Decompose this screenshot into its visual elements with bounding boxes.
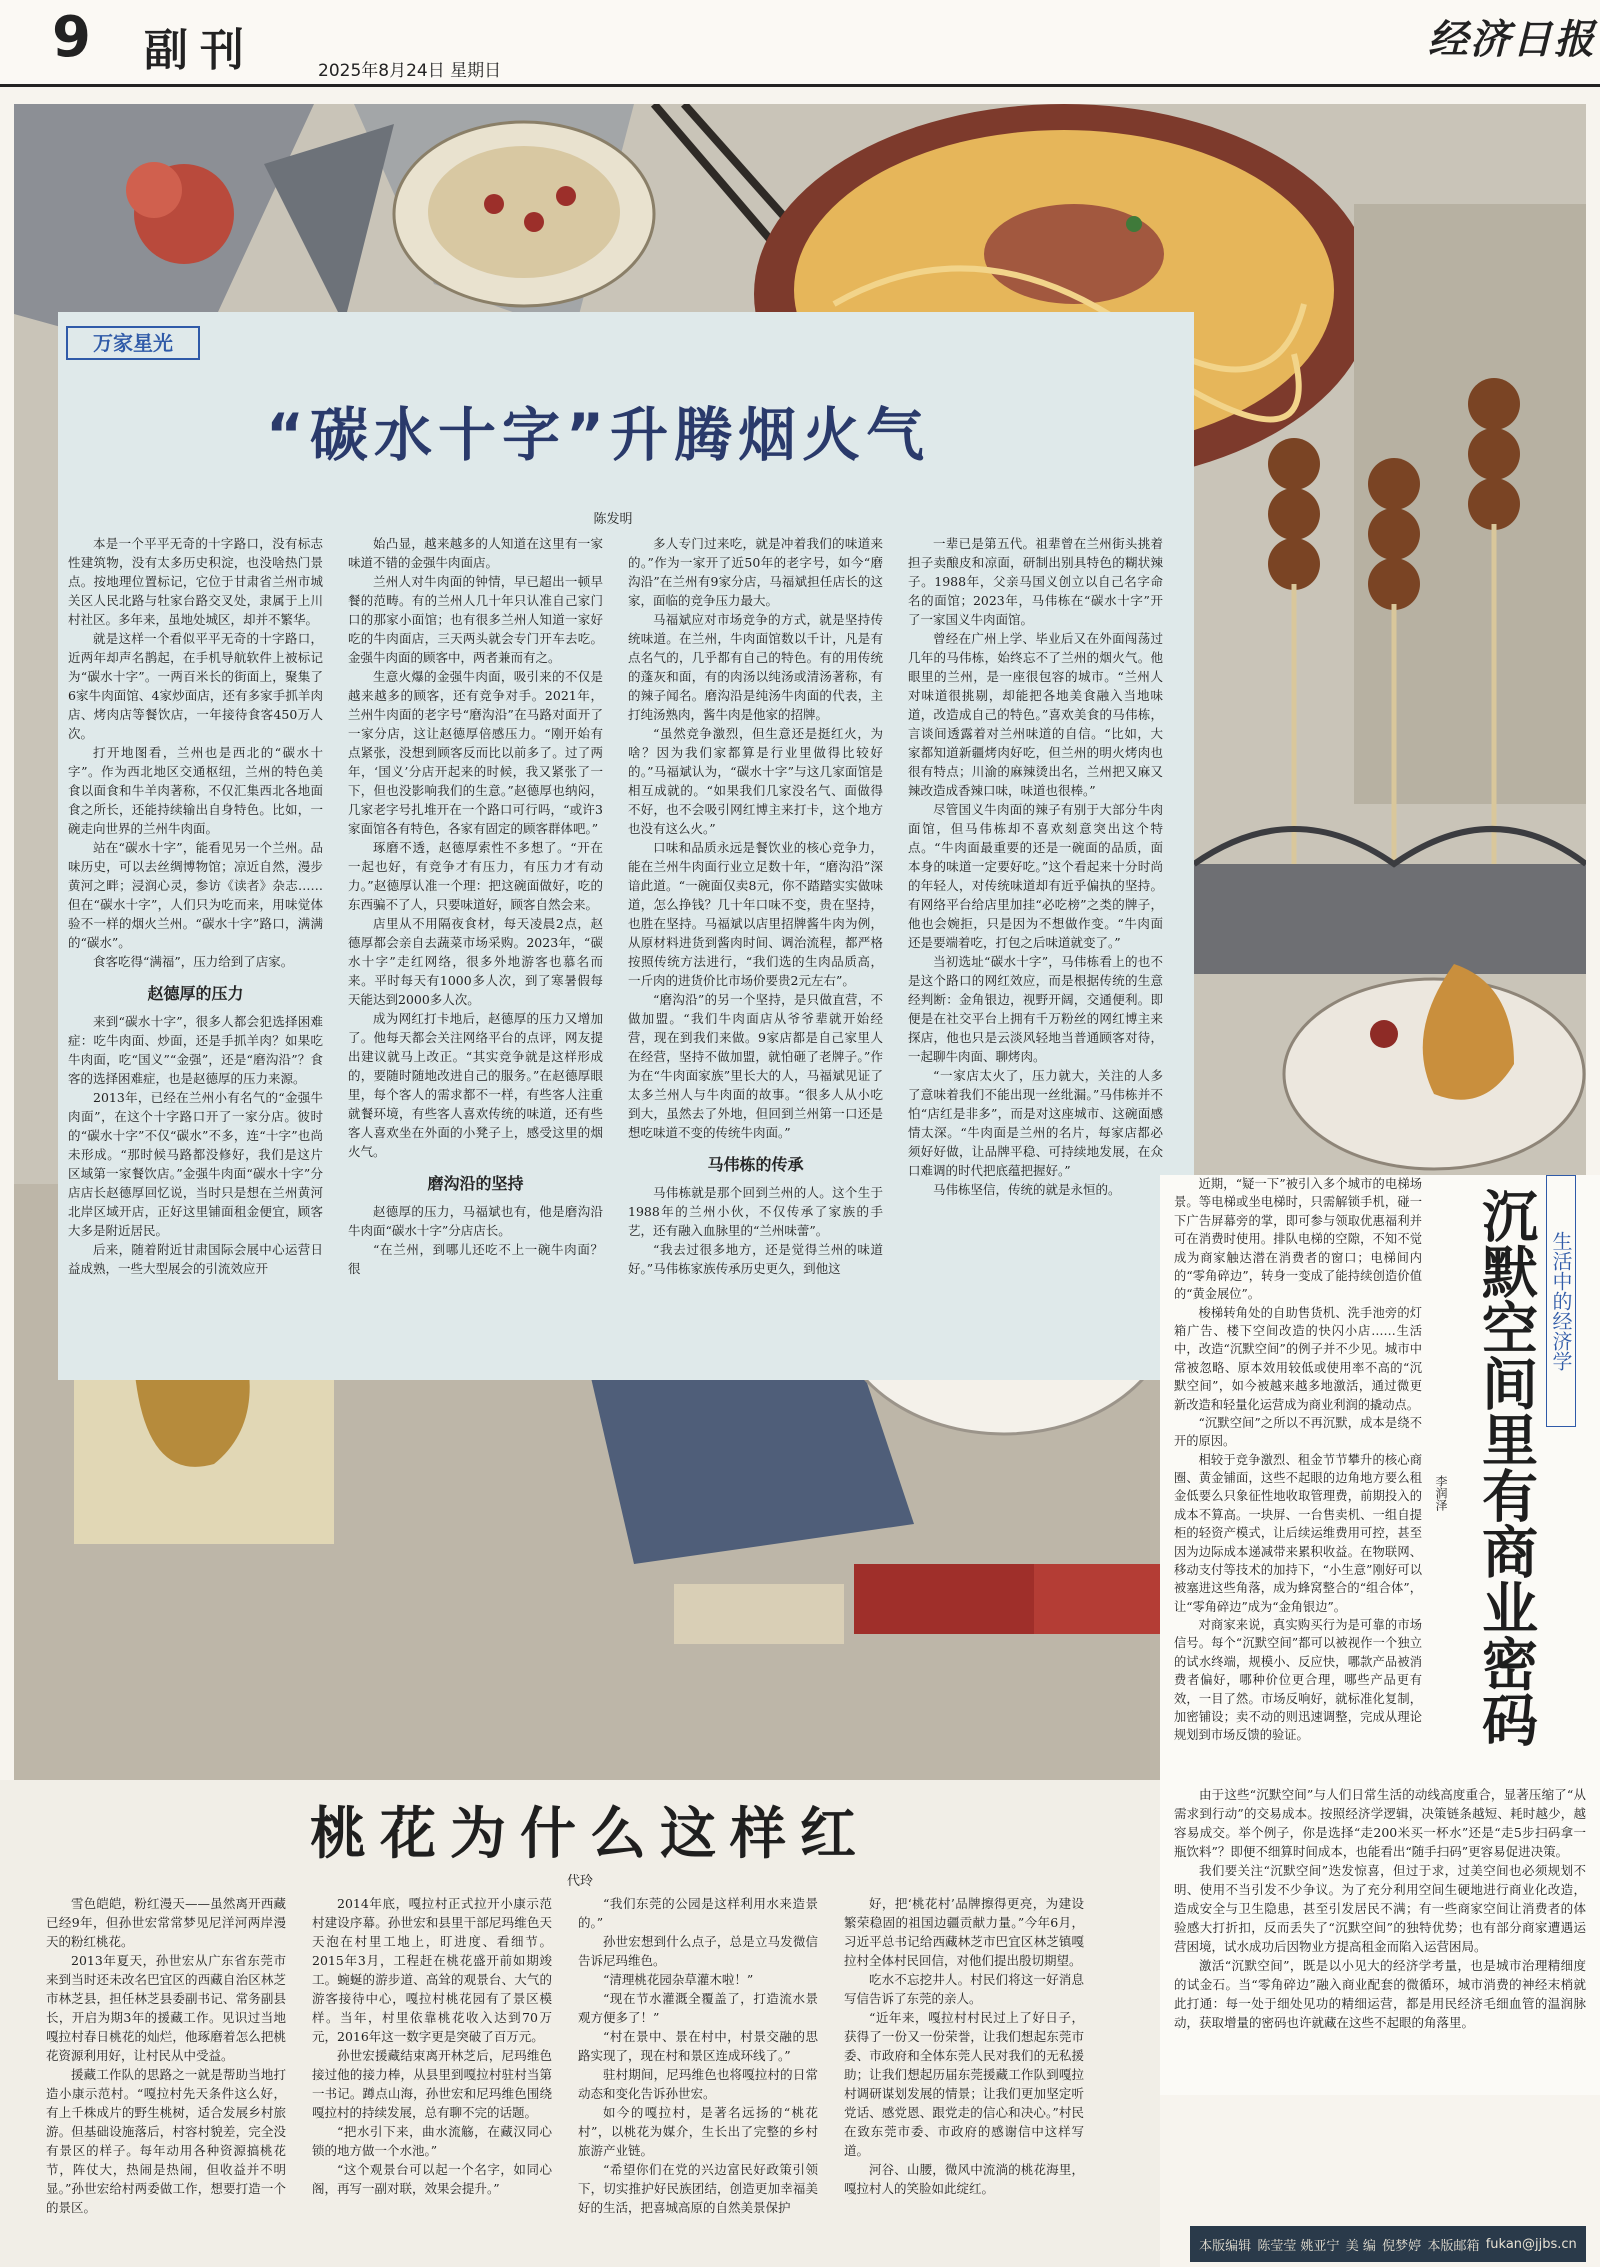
- page-number: 9: [52, 5, 91, 70]
- article-title-2: 桃花为什么这样红: [310, 1801, 870, 1867]
- section-name: 副刊: [144, 25, 256, 76]
- col4-paragraphs: [908, 534, 1163, 1199]
- col2b-paragraphs: [348, 1202, 603, 1278]
- text-column-2: [348, 534, 603, 1278]
- text-column-1: [68, 534, 323, 1278]
- newspaper-logo: 经济日报: [1428, 16, 1596, 63]
- paragraph: “一家店太火了，压力就大，关注的人多了意味着我们不能出现一丝纰漏。”马伟栋并不怕“店红是非多”，而是对这座城市、这碗面感情太深。“牛肉面是兰州的名片，每家店都必须好好做，让品牌平稳、可持续地发展，在众口难调的时代把底蕴把握好。”: [908, 1068, 1163, 1178]
- col2-paragraphs: [348, 534, 603, 1161]
- paragraph: 来到“碳水十字”，很多人都会犯选择困难症：吃牛肉面、炒面，还是手抓羊肉？如果吃牛肉面，吃“国义”“金强”，还是“磨沟沿”？食客的选择困难症，也是赵德厚的压力来源。: [68, 1014, 323, 1086]
- paragraph: 当初选址“碳水十字”，马伟栋看上的也不是这个路口的网红效应，而是根据传统的生意经判断：金角银边，视野开阔，交通便利。即便是在社交平台上拥有千万粉丝的网红博主来探店，他也只是云淡风轻地当普通顾客对待，一起聊牛肉面、聊烤肉。: [908, 954, 1163, 1064]
- paragraph: 2013年夏天，孙世宏从广东省东莞市来到当时还未改名巴宜区的西藏自治区林芝市林芝县，担任林芝县委副书记、常务副县长，开启为期3年的援藏工作。见识过当地嘎拉村春日桃花的灿烂，他琢磨着怎么把桃花资源利用好，让村民从中受益。: [46, 1953, 286, 2063]
- peach-column-3: [578, 1894, 818, 2217]
- credits-bar: [1190, 2226, 1586, 2262]
- subhead-3: 马伟栋的传承: [707, 1155, 804, 1174]
- paragraph: 琢磨不透，赵德厚索性不多想了。“开在一起也好，有竞争才有压力，有压力才有动力。”赵德厚认准一个理：把这碗面做好，吃的东西骗不了人，只要味道好，顾客自然会来。: [348, 840, 603, 912]
- paragraph: 相较于竞争激烈、租金节节攀升的核心商圈、黄金铺面，这些不起眼的边角地方要么租金低要么只象征性地收取管理费，前期投入的成本不算高。一块屏、一台售卖机、一组自提柜的轻资产模式，让后续运维费用可控，甚至因为边际成本递减带来累积收益。在物联网、移动支付等技术的加持下，“小生意”刚好可以被塞进这些角落，成为蜂窝整合的“组合体”，让“零角碎边”成为“金角银边”。: [1174, 1452, 1422, 1614]
- column-tag: 万家星光: [66, 326, 200, 360]
- editor-label: 本版编辑: [1199, 2238, 1252, 2254]
- col1b-paragraphs: [68, 1012, 323, 1278]
- paragraph: 雪色皑皑，粉红漫天——虽然离开西藏已经9年，但孙世宏常常梦见尼洋河两岸漫天的粉红桃花。: [46, 1896, 286, 1949]
- paragraph: 成为网红打卡地后，赵德厚的压力又增加了。他每天都会关注网络平台的点评，网友提出建议就马上改正。“其实竞争就是这样形成的，要随时随地改进自己的服务。”在赵德厚眼里，每个客人的需求都不一样，有些客人注重就餐环境，有些客人喜欢传统的味道，还有些客人喜欢坐在外面的小凳子上，感受这里的烟火气。: [348, 1011, 603, 1159]
- email-label: 本版邮箱: [1427, 2238, 1480, 2254]
- paragraph: 后来，随着附近甘肃国际会展中心运营日益成熟，一些大型展会的引流效应开: [68, 1242, 323, 1276]
- paragraph: 赵德厚的压力，马福斌也有，他是磨沟沿牛肉面“碳水十字”分店店长。: [348, 1204, 603, 1238]
- email-address: fukan@jjbs.cn: [1485, 2236, 1577, 2252]
- paragraph: “沉默空间”之所以不再沉默，成本是绕不开的原因。: [1174, 1415, 1422, 1449]
- paragraph: 驻村期间，尼玛维色也将嘎拉村的日常动态和变化告诉孙世宏。: [578, 2067, 818, 2101]
- paragraph: “清理桃花园杂草灌木啦！”: [603, 1972, 754, 1987]
- peach-column-1: [46, 1894, 286, 2217]
- paragraph: 孙世宏援藏结束离开林芝后，尼玛维色接过他的接力棒，从县里到嘎拉村驻村当第一书记。蹲点山海，孙世宏和尼玛维色围绕嘎拉村的持续发展，总有聊不完的话题。: [312, 2048, 552, 2120]
- paragraph: 对商家来说，真实购买行为是可靠的市场信号。每个“沉默空间”都可以被视作一个独立的试水终端，规模小、反应快，哪款产品被消费者偏好，哪种价位更合理，哪些产品更有效，一目了然。市场反响好，就标准化复制，加密铺设；卖不动的则迅速调整，完成从理论规划到市场反馈的验证。: [1174, 1618, 1422, 1743]
- paragraph: 如今的嘎拉村，是著名远扬的“桃花村”，以桃花为媒介，生长出了完整的乡村旅游产业链。: [578, 2105, 818, 2158]
- paragraph: 吃水不忘挖井人。村民们将这一好消息写信告诉了东莞的亲人。: [844, 1972, 1084, 2006]
- paragraph: 梭梯转角处的自助售货机、洗手池旁的灯箱广告、楼下空间改造的快闪小店……生活中，改造“沉默空间”的例子并不少见。城市中常被忽略、原本效用较低或使用率不高的“沉默空间”，如今被越来越多地激活，通过微更新改造和轻量化运营成为商业利润的撬动点。: [1174, 1305, 1422, 1412]
- paragraph: 兰州人对牛肉面的钟情，早已超出一顿早餐的范畴。有的兰州人几十年只认准自己家门口的那家小面馆；也有很多兰州人知道一家好吃的牛肉面店，三天两头就会专门开车去吃。金强牛肉面的顾客中，两者兼而有之。: [348, 574, 603, 665]
- paragraph: 马伟栋就是那个回到兰州的人。这个生于1988年的兰州小伙，不仅传承了家族的手艺，还有融入血脉里的“兰州味蕾”。: [628, 1185, 883, 1238]
- paragraph: “希望你们在党的兴边富民好政策引领下，切实推护好民族团结，创造更加幸福美好的生活，把喜城高原的自然美景保护: [578, 2162, 818, 2215]
- peach-column-2: [312, 1894, 552, 2198]
- economics-column: [1160, 1175, 1600, 2095]
- byline: 陈发明: [593, 512, 633, 527]
- paragraph: “磨沟沿”的另一个坚持，是只做直营，不做加盟。“我们牛肉面店从爷爷辈就开始经营，现在到我们来做。9家店都是自己家里人在经营，坚持不做加盟，就怕砸了老牌子。”作为在“牛肉面家族”里长大的人，马福斌见证了太多兰州人与牛肉面的故事。“很多人从小吃到大，虽然去了外地，但回到兰州第一口还是想吃味道不变的传统牛肉面。”: [628, 992, 883, 1140]
- col3-paragraphs: [628, 534, 883, 1142]
- peach-column-4: [844, 1894, 1084, 2198]
- art-editor: 倪梦婷: [1382, 2238, 1422, 2254]
- paragraph: “在兰州，到哪儿还吃不上一碗牛肉面？很: [348, 1242, 603, 1276]
- peach-col3: [578, 1894, 818, 2217]
- paragraph: 由于这些“沉默空间”与人们日常生活的动线高度重合，显著压缩了“从需求到行动”的交易成本。按照经济学逻辑，决策链条越短、耗时越少，越容易成交。举个例子，你是选择“走200米买一杯水”还是“走5步扫码拿一瓶饮料”？即便不细算时间成本，也能看出“随手扫码”更容易促进决策。: [1174, 1787, 1586, 1859]
- column-text-top: [1174, 1175, 1422, 1745]
- paragraph: “现在节水灌溉全覆盖了，打造流水景观方便多了！”: [578, 1991, 818, 2025]
- paragraph: 马福斌应对市场竞争的方式，就是坚持传统味道。在兰州，牛肉面馆数以千计，凡是有点名气的，几乎都有自己的特色。有的用传统的蓬灰和面，有的肉汤以纯汤或清汤著称，有的辣子闻名。磨沟沿是纯汤牛肉面的代表，主打纯汤熟肉，酱牛肉是他家的招牌。: [628, 612, 883, 722]
- paragraph: 口味和品质永远是餐饮业的核心竞争力，能在兰州牛肉面行业立足数十年，“磨沟沿”深谙此道。“一碗面仅卖8元，你不踏踏实实做味道，怎么挣钱？几十年口味不变，贵在坚持，也胜在坚持。马福斌以店里招牌酱牛肉为例，从原材料进货到酱肉时间、调治流程，都严格按照传统方法进行，“我们选的生肉品质高，一斤肉的进货价比市场价要贵2元左右”。: [628, 840, 883, 988]
- paragraph: 孙世宏想到什么点子，总是立马发微信告诉尼玛维色。: [578, 1934, 818, 1968]
- paragraph: 我们要关注“沉默空间”迭发惊喜，但过于求，过美空间也必须规划不明、使用不当引发不少争议。为了充分利用空间生硬地进行商业化改造，造成安全与卫生隐患，甚至引发居民不满；有一些商家空间让消费者的体验感大打折扣，反而丢失了“沉默空间”的独特优势；也有部分商家遭遇运营困境，试水成功后因物业方提高租金而陷入运营困局。: [1174, 1863, 1586, 1954]
- paragraph: 马伟栋坚信，传统的就是永恒的。: [933, 1182, 1121, 1197]
- series-tag: 生活中的经济学: [1546, 1175, 1576, 1427]
- paragraph: 站在“碳水十字”，能看见另一个兰州。品味历史，可以去丝绸博物馆；凉近自然，漫步黄河之畔；浸润心灵，参访《读者》杂志……但在“碳水十字”，人们只为吃而来，用味觉体验不一样的烟火兰州。“碳水十字”路口，满满的“碳水”。: [68, 840, 323, 950]
- column-paragraphs-a: [1174, 1175, 1422, 1745]
- column-text-bottom: [1174, 1785, 1586, 2032]
- column-paragraphs-b: [1174, 1785, 1586, 2032]
- paragraph: “我们东莞的公园是这样利用水来造景的。”: [578, 1896, 818, 1930]
- paragraph: “把水引下来，曲水流觞，在藏汉同心锁的地方做一个水池。”: [312, 2124, 552, 2158]
- paragraph: 打开地图看，兰州也是西北的“碳水十字”。作为西北地区交通枢纽，兰州的特色美食以面食和牛羊肉著称，不仅汇集西北各地面食之所长，还能持续输出自身特色。比如，一碗走向世界的兰州牛肉面。: [68, 745, 323, 836]
- paragraph: 河谷、山腰，微风中流淌的桃花海里，嘎拉村人的笑脸如此绽红。: [844, 2162, 1084, 2196]
- peach-col2: [312, 1894, 552, 2198]
- peach-col1: [46, 1894, 286, 2217]
- text-column-3: [628, 534, 883, 1278]
- paragraph: “近年来，嘎拉村村民过上了好日子，获得了一份又一份荣誉，让我们想起东莞市委、市政府和全体东莞人民对我们的无私援助；让我们想起历届东莞援藏工作队到嘎拉村调研谋划发展的情景；让我们更加坚定听党话、感党恩、跟党走的信心和决心。”村民在致东莞市委、市政府的感谢信中这样写道。: [844, 2010, 1084, 2158]
- text-column-4: [908, 534, 1163, 1199]
- article-title: “碳水十字”升腾烟火气: [265, 401, 931, 469]
- paragraph: “虽然竞争激烈，但生意还是挺红火，为啥？因为我们家都算是行业里做得比较好的。”马福斌认为，“碳水十字”与这几家面馆是相互成就的。“如果我们几家没名气、面做得不好，也不会吸引网红博主来打卡，这个地方也没有这么火。”: [628, 726, 883, 836]
- paragraph: 生意火爆的金强牛肉面，吸引来的不仅是越来越多的顾客，还有竞争对手。2021年，兰州牛肉面的老字号“磨沟沿”在马路对面开了一家分店，这让赵德厚倍感压力。“刚开始有点紧张，没想到顾客反而比以前多了。过了两年，‘国义’分店开起来的时候，我又紧张了一下，但也没影响我们的生意。”赵德厚也纳闷，几家老字号扎堆开在一个路口可行吗，“或许3家面馆各有特色，各家有固定的顾客群体吧。”: [348, 669, 603, 836]
- paragraph: 始凸显，越来越多的人知道在这里有一家味道不错的金强牛肉面店。: [348, 536, 603, 570]
- masthead: [0, 0, 1600, 87]
- paragraph: 店里从不用隔夜食材，每天凌晨2点，赵德厚都会亲自去蔬菜市场采购。2023年，“碳水十字”走红网络，很多外地游客也慕名而来。平时每天有1000多人次，到了寒暑假每天能达到2000多人次。: [348, 916, 603, 1007]
- paragraph: 一辈已是第五代。祖辈曾在兰州街头挑着担子卖酿皮和凉面，研制出别具特色的糊状辣子。1988年，父亲马国义创立以自己名字命名的面馆；2023年，马伟栋在“碳水十字”开了一家国义牛肉面馆。: [908, 536, 1163, 627]
- article-noodle-panel: [58, 312, 1194, 1380]
- paragraph: 2013年，已经在兰州小有名气的“金强牛肉面”，在这个十字路口开了一家分店。彼时的“碳水十字”不仅“碳水”不多，连“十字”也尚未形成。“那时候马路都没修好，我们是这片区域第一家餐饮店。”金强牛肉面“碳水十字”分店店长赵德厚回忆说，当时只是想在兰州黄河北岸区域开店，正好这里铺面租金便宜，顾客大多是附近居民。: [68, 1090, 323, 1238]
- subhead-1: 赵德厚的压力: [147, 984, 244, 1003]
- col3b-paragraphs: [628, 1183, 883, 1278]
- column-author: 李润泽: [1434, 1475, 1448, 1511]
- paragraph: 尽管国义牛肉面的辣子有别于大部分牛肉面馆，但马伟栋却不喜欢刻意突出这个特点。“牛肉面最重要的还是一碗面的品质，面本身的味道一定要好吃。”这个看起来十分时尚的年轻人，对传统味道却有近乎偏执的坚持。有网络平台给店里加挂“必吃榜”之类的牌子，他也会婉拒，只是因为不想做作变。“牛肉面还是要端着吃，打包之后味道就变了。”: [908, 802, 1163, 950]
- paragraph: 就是这样一个看似平平无奇的十字路口，近两年却声名鹊起，在手机导航软件上被标记为“碳水十字”。一两百米长的街面上，聚集了6家牛肉面馆、4家炒面店，还有多家手抓羊肉店、烤肉店等餐饮店，一年接待食客450万人次。: [68, 631, 323, 741]
- paragraph: 近期，“疑一下”被引入多个城市的电梯场景。等电梯或坐电梯时，只需解锁手机，碰一下广告屏幕旁的掌，即可参与领取优惠福利并可在消费时使用。排队电梯的空隙，不知不觉成为商家触达潜在消费者的窗口；电梯间内的“零角碎边”，转身一变成了能持续创造价值的“黄金展位”。: [1174, 1177, 1422, 1302]
- paragraph: “村在景中、景在村中，村景交融的思路实现了，现在村和景区连成环线了。”: [578, 2029, 818, 2063]
- paragraph: 本是一个平平无奇的十字路口，没有标志性建筑物，没有太多历史积淀，也没啥热门景点。按地理位置标记，它位于甘肃省兰州市城关区人民北路与牡家台路交叉处，隶属于上川村社区。多年来，虽地处城区，却并不繁华。: [68, 536, 323, 627]
- art-label: 美 编: [1345, 2238, 1376, 2254]
- paragraph: 援藏工作队的思路之一就是帮助当地打造小康示范村。“嘎拉村先天条件这么好，有上千株成片的野生桃树，适合发展乡村旅游。但基础设施落后，村容村貌差，完全没有景区的样子。每年动用各种资源搞桃花节，阵仗大，热闹是热闹，但收益并不明显。”孙世宏给村两委做工作，想要打造一个的景区。: [46, 2067, 286, 2215]
- subhead-2: 磨沟沿的坚持: [427, 1174, 524, 1193]
- column-title: 沉默空间里有商业密码: [1473, 1187, 1538, 1747]
- paragraph: 多人专门过来吃，就是冲着我们的味道来的。”作为一家开了近50年的老字号，如今“磨沟沿”在兰州有9家分店，马福斌担任店长的这家，面临的竞争压力最大。: [628, 536, 883, 608]
- paragraph: “我去过很多地方，还是觉得兰州的味道好。”马伟栋家族传承历史更久，到他这: [628, 1242, 883, 1276]
- issue-date: 2025年8月24日 星期日: [318, 61, 502, 81]
- peach-col4: [844, 1894, 1084, 2198]
- paragraph: 激活“沉默空间”，既是以小见大的经济学考量，也是城市治理精细度的试金石。当“零角碎边”融入商业配套的微循环，城市消费的神经末梢就此打通：每一处于细处见功的精细运营，都是用民经济毛细血管的温润脉动，获取增量的密码也许就藏在这些不起眼的角落里。: [1174, 1958, 1586, 2030]
- article-peach-blossom: [0, 1780, 1160, 2267]
- editor-names: 陈莹莹 姚亚宁: [1257, 2238, 1340, 2254]
- paragraph: 好，把‘桃花村’品牌擦得更亮，为建设繁荣稳固的祖国边疆贡献力量。”今年6月，习近平总书记给西藏林芝市巴宜区林芝镇嘎拉村全体村民回信，对他们提出殷切期望。: [844, 1896, 1084, 1968]
- paragraph: 曾经在广州上学、毕业后又在外面闯荡过几年的马伟栋，始终忘不了兰州的烟火气。他眼里的兰州，是一座很包容的城市。“兰州人对味道很挑剔，却能把各地美食融入当地味道，改造成自己的特色。”喜欢美食的马伟栋，言谈间透露着对兰州味道的自信。“比如，大家都知道新疆烤肉好吃，但兰州的明火烤肉也很有特点；川渝的麻辣烫出名，兰州把又麻又辣改造成香辣口味，味道也很棒。”: [908, 631, 1163, 798]
- paragraph: 2014年底，嘎拉村正式拉开小康示范村建设序幕。孙世宏和县里干部尼玛维色天天泡在村里工地上，盯进度、看细节。2015年3月，工程赶在桃花盛开前如期竣工。蜿蜒的游步道、高耸的观景台、大气的游客接待中心，嘎拉村桃花园有了景区模样。当年，村里依靠桃花收入达到70万元，2016年这一数字更是突破了百万元。: [312, 1896, 552, 2044]
- paragraph: 食客吃得“满福”，压力给到了店家。: [93, 954, 294, 969]
- col1-paragraphs: [68, 534, 323, 971]
- paragraph: “这个观景台可以起一个名字，如同心阁，再写一副对联，效果会提升。”: [312, 2162, 552, 2196]
- byline-2: 代玲: [566, 1874, 593, 1889]
